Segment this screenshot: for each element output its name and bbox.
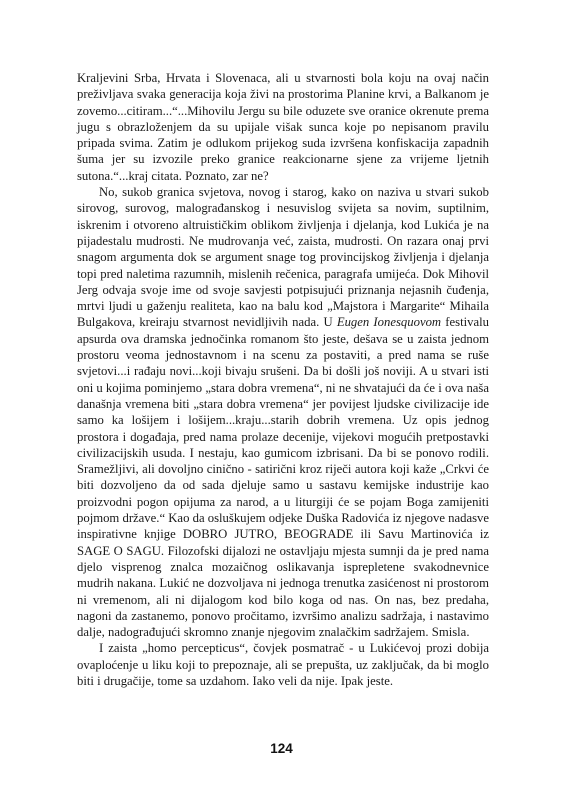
paragraph-3-text: I zaista „homo perceptiсus“, čovjek posmatrač - u Lukićevoj prozi dobija ovaploćenje u liku koji to prepoznaje, ali se prepušta, uz zaključak, da bi moglo biti i drugačije, tome sa uzdahom. Iako veli da nije. Ipak jeste. <box>77 641 489 688</box>
paragraph-1 <box>77 70 489 184</box>
paragraph-1-text: Kraljevini Srba, Hrvata i Slovenaca, ali u stvarnosti bola koju na ovaj način preživljava svaka generacija koja živi na prostorima Planine krvi, a Balkanom je zovemo...citiram...“...Mihovilu Jergu su bile oduzete sve oranice okrenute prema jugu s obrazloženjem da su upijale višak sunca koje po nepisanom pravilu pripada svima. Zatim je odlukom prijekog suda izvršena konfiskacija zapadnih šuma jer su izvozile preko granice reakcionarne sjene za vrijeme ljetnih sutona.“...kraj citata. Poznato, zar ne? <box>77 71 489 183</box>
page-number: 124 <box>270 741 293 756</box>
paragraph-2-text-b: festivalu apsurda ova dramska jednočinka romanom što jeste, dešava se u zaista jednom prostoru veoma jednostavnom i na scenu za postaviti, a pred nama se ruše svjetovi...i rađaju novi...koji bivaju srušeni. Da bi došli još noviji. A u stvari isti oni u kojima pominjemo „stara dobra vremena“, ni ne shvatajući da će i ova naša današnja vremena biti „stara dobra vremena“ jer povijest ljudske civilizacije ide samo ka lošijem i lošijem...kraju...starih dobrih vremena. Uz opis jednog prostora i događaja, pred nama prolaze decenije, vijekovi mogućih pretpostavki civilizacijskih usuda. I nestaju, kao gumicom izbrisani. Da bi se ponovo rodili. Sramežljivi, ali dovoljno cinično - satirični kroz riječi autora koji kaže „Crkvi će biti dozvoljeno da od sada djeluje samo u sastavu kemijske industrije kao proizvodni pogon opijuma za narod, a u liturgiji će se pojam Boga zamijeniti pojmom države.“ Kao da osluškujem odjeke Duška Radovića iz njegove nadasve inspirativne knjige DOBRO JUTRO, BEOGRADE ili Savu Martinovića iz SAGE O SAGU. Filozofski dijalozi ne ostavljaju mjesta sumnji da je pred nama djelo visprenog znalca mozaičnog oslikavanja isprepletene svakodnevnice mudrih nakana. Lukić ne dozvoljava ni jednoga trenutka zasićenost ni prostorom ni vremenom, ali ni dijalogom kod bilo koga od nas. On nas, bez predaha, nagoni da zastanemo, ponovo pročitamo, izvršimo analizu sadržaja, i nastavimo dalje, nadograđujući skromno znanje njegovim znalačkim sadržajem. Smisla. <box>77 315 489 640</box>
document-body <box>77 70 489 689</box>
paragraph-2 <box>77 184 489 640</box>
paragraph-2-text-a: No, sukob granica svjetova, novog i starog, kako on naziva u stvari sukob sirovog, surovog, malograđanskog i nesuvislog svijeta sa novim, suptilnim, iskrenim i otvoreno altruističkim oblikom življenja i djelanja, kod Lukića je na pijadestalu mudrosti. Ne mudrovanja već, zaista, mudrosti. On razara onaj prvi snagom argumenta dok se argument snage tog provincijskog življenja i djelanja topi pred naletima razumnih, mislenih rečenica, paragrafa umijeća. Dok Mihovil Jerg odvaja svoje ime od svoje savjesti potpisujući priznanja nejasnih čuđenja, mrtvi ljudi u gaženju realiteta, kao na balu kod „Majstora i Margarite“ Mihaila Bulgakova, kreiraju stvarnost nevidljivih nada. U <box>77 185 489 330</box>
paragraph-3 <box>77 640 489 689</box>
paragraph-2-italic-title: Eugen Ionesquovom <box>336 315 442 330</box>
